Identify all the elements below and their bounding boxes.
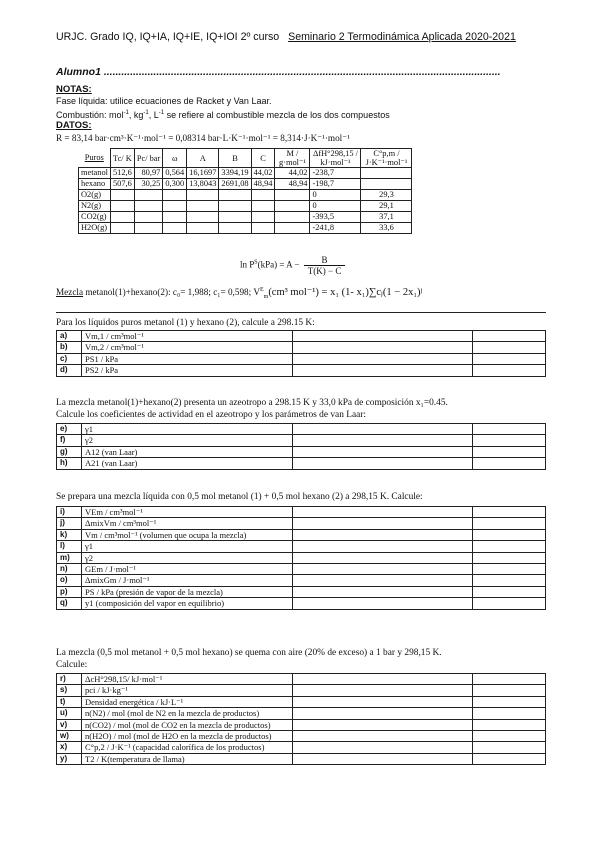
props-cell: [134, 190, 163, 201]
question-label: Vm,1 / cm³mol⁻¹: [82, 331, 293, 342]
props-cell: [134, 212, 163, 223]
props-header-cell: C: [251, 149, 275, 168]
props-cell: CO2(g): [79, 212, 111, 223]
props-cell: 507,6: [110, 179, 134, 190]
question-letter: b): [57, 342, 82, 353]
answer-cell[interactable]: [293, 365, 473, 376]
props-cell: 44,02: [275, 168, 310, 179]
answer-cell[interactable]: [293, 586, 473, 597]
props-cell: 0,300: [163, 179, 187, 190]
props-cell: 48,94: [251, 179, 275, 190]
props-cell: [163, 201, 187, 212]
answer-unit-cell[interactable]: [473, 529, 546, 540]
question-row: [57, 685, 546, 696]
question-label: y1 (composición del vapor en equilibrio): [82, 598, 293, 609]
answer-unit-cell[interactable]: [473, 575, 546, 586]
answer-cell[interactable]: [293, 541, 473, 552]
question-letter: e): [57, 424, 82, 435]
question-row: [57, 446, 546, 457]
sec4-intro2: Calcule:: [56, 660, 88, 670]
props-cell: 0: [310, 190, 361, 201]
props-header-cell: ΔfH°298,15 / kJ·mol⁻¹: [310, 149, 361, 168]
question-letter: l): [57, 541, 82, 552]
question-label: Vm / cm³mol⁻¹ (volumen que ocupa la mezcla): [82, 529, 293, 540]
mixture-line: Mezcla metanol(1)+hexano(2): c₀= 1,988; c₁= 0,598; $V^E_m(cm^3$ mol⁻¹) = x₁ (1- x₁)∑cⱼ(1 − 2x₁)ʲ: [56, 286, 423, 300]
answer-unit-cell[interactable]: [473, 674, 546, 685]
props-cell: [251, 223, 275, 234]
question-label: n(H2O) / mol (mol de H2O en la mezcla de productos): [82, 731, 293, 742]
answer-unit-cell[interactable]: [473, 685, 546, 696]
question-label: PS / kPa (presión de vapor de la mezcla): [82, 586, 293, 597]
props-row: [79, 190, 412, 201]
props-cell: 2691,08: [219, 179, 251, 190]
props-cell: 44,02: [251, 168, 275, 179]
answer-unit-cell[interactable]: [473, 424, 546, 435]
question-letter: g): [57, 446, 82, 457]
question-row: [57, 742, 546, 753]
props-cell: [251, 212, 275, 223]
props-row: [79, 223, 412, 234]
props-cell: 3394,19: [219, 168, 251, 179]
props-cell: [163, 223, 187, 234]
answer-cell[interactable]: [293, 753, 473, 764]
seminar-title: Seminario 2 Termodinámica Aplicada 2020-2021: [288, 31, 516, 43]
question-row: [57, 753, 546, 764]
answer-cell[interactable]: [293, 331, 473, 342]
answer-unit-cell[interactable]: [473, 696, 546, 707]
question-row: [57, 575, 546, 586]
answer-cell[interactable]: [293, 685, 473, 696]
props-header-cell: Puros: [84, 153, 104, 163]
answer-cell[interactable]: [293, 424, 473, 435]
properties-table: [78, 148, 412, 234]
question-row: [57, 342, 546, 353]
props-cell: -393,5: [310, 212, 361, 223]
question-row: [57, 365, 546, 376]
sec2-intro2: Calcule los coeficientes de actividad en el azeotropo y los parámetros de van Laar:: [56, 410, 367, 420]
props-row: [79, 179, 412, 190]
props-row: [79, 168, 412, 179]
props-row: [79, 201, 412, 212]
question-letter: t): [57, 696, 82, 707]
props-cell: [187, 201, 219, 212]
answer-cell[interactable]: [293, 342, 473, 353]
student-dots: ........................................................................................................................................: [103, 66, 501, 78]
answer-cell[interactable]: [293, 575, 473, 586]
answer-unit-cell[interactable]: [473, 564, 546, 575]
question-letter: i): [57, 507, 82, 518]
answer-unit-cell[interactable]: [473, 342, 546, 353]
question-letter: u): [57, 708, 82, 719]
question-letter: m): [57, 552, 82, 563]
props-header-cell: ω: [163, 149, 187, 168]
datos-title: DATOS:: [56, 120, 92, 131]
question-label: A12 (van Laar): [82, 446, 293, 457]
props-cell: hexano: [79, 179, 111, 190]
props-cell: [251, 201, 275, 212]
question-label: ΔmixVm / cm³mol⁻¹: [82, 518, 293, 529]
page-header: [56, 31, 516, 43]
props-header-cell: A: [187, 149, 219, 168]
props-cell: 0: [310, 201, 361, 212]
sec2-intro1: La mezcla metanol(1)+hexano(2) presenta un azeotropo a 298.15 K y 33,0 kPa de composición x₁=0.45.: [56, 398, 448, 408]
answer-cell[interactable]: [293, 518, 473, 529]
answer-cell[interactable]: [293, 674, 473, 685]
answer-cell[interactable]: [293, 708, 473, 719]
props-header-cell: Tc/ K: [110, 149, 134, 168]
answer-unit-cell[interactable]: [473, 446, 546, 457]
answer-unit-cell[interactable]: [473, 753, 546, 764]
props-cell: N2(g): [79, 201, 111, 212]
course-title: URJC. Grado IQ, IQ+IA, IQ+IE, IQ+IOI 2º curso: [56, 31, 280, 43]
sec3-intro: Se prepara una mezcla líquida con 0,5 mol metanol (1) + 0,5 mol hexano (2) a 298,15 K. Calcule:: [56, 492, 423, 502]
question-letter: h): [57, 458, 82, 469]
props-cell: -198,7: [310, 179, 361, 190]
antoine-equation: $\ln P^S(kPa) = A$ − $\frac{B}{T(K) - C}$: [240, 255, 345, 276]
props-cell: [251, 190, 275, 201]
question-letter: o): [57, 575, 82, 586]
question-row: [57, 353, 546, 364]
answer-cell[interactable]: [293, 598, 473, 609]
props-cell: 16,1697: [187, 168, 219, 179]
answer-unit-cell[interactable]: [473, 708, 546, 719]
question-letter: d): [57, 365, 82, 376]
question-label: ΔcH°298,15/ kJ·mol⁻¹: [82, 674, 293, 685]
answer-unit-cell[interactable]: [473, 742, 546, 753]
question-row: [57, 424, 546, 435]
answer-unit-cell[interactable]: [473, 435, 546, 446]
question-letter: w): [57, 731, 82, 742]
props-cell: [110, 223, 134, 234]
props-cell: 512,6: [110, 168, 134, 179]
question-label: pci / kJ·kg⁻¹: [82, 685, 293, 696]
question-label: GEm / J·mol⁻¹: [82, 564, 293, 575]
answer-unit-cell[interactable]: [473, 365, 546, 376]
question-row: [57, 586, 546, 597]
props-cell: [187, 190, 219, 201]
question-row: [57, 552, 546, 563]
props-header-cell: C°p,m / J·K⁻¹·mol⁻¹: [361, 149, 412, 168]
answer-cell[interactable]: [293, 731, 473, 742]
student-label: Alumno1: [56, 66, 101, 78]
props-cell: [110, 190, 134, 201]
answer-unit-cell[interactable]: [473, 353, 546, 364]
sec4-intro1: La mezcla (0,5 mol metanol + 0,5 mol hexano) se quema con aire (20% de exceso) a 1 bar y 298,15 K.: [56, 648, 442, 658]
notas-title: NOTAS:: [56, 84, 92, 95]
question-letter: j): [57, 518, 82, 529]
props-cell: 37,1: [361, 212, 412, 223]
question-row: [57, 541, 546, 552]
question-letter: q): [57, 598, 82, 609]
props-cell: O2(g): [79, 190, 111, 201]
sec1-table: [56, 330, 546, 377]
answer-cell[interactable]: [293, 552, 473, 563]
answer-unit-cell[interactable]: [473, 586, 546, 597]
props-cell: [110, 212, 134, 223]
props-cell: 30,25: [134, 179, 163, 190]
answer-cell[interactable]: [293, 435, 473, 446]
props-cell: [187, 223, 219, 234]
answer-cell[interactable]: [293, 742, 473, 753]
question-label: γ1: [82, 424, 293, 435]
question-row: [57, 674, 546, 685]
props-header-cell: M / g·mol⁻¹: [275, 149, 310, 168]
question-row: [57, 518, 546, 529]
answer-unit-cell[interactable]: [473, 518, 546, 529]
props-cell: [275, 190, 310, 201]
answer-unit-cell[interactable]: [473, 719, 546, 730]
props-cell: 48,94: [275, 179, 310, 190]
question-label: C°p,2 / J·K⁻¹ (capacidad calorífica de los productos): [82, 742, 293, 753]
props-cell: H2O(g): [79, 223, 111, 234]
answer-unit-cell[interactable]: [473, 458, 546, 469]
question-row: [57, 507, 546, 518]
question-label: n(CO2) / mol (mol de CO2 en la mezcla de productos): [82, 719, 293, 730]
question-letter: f): [57, 435, 82, 446]
answer-cell[interactable]: [293, 507, 473, 518]
question-label: PS2 / kPa: [82, 365, 293, 376]
answer-cell[interactable]: [293, 353, 473, 364]
answer-unit-cell[interactable]: [473, 598, 546, 609]
answer-cell[interactable]: [293, 696, 473, 707]
props-cell: [219, 212, 251, 223]
question-label: PS1 / kPa: [82, 353, 293, 364]
props-cell: 33,6: [361, 223, 412, 234]
answer-cell[interactable]: [293, 529, 473, 540]
props-cell: [163, 190, 187, 201]
sec3-table: [56, 506, 546, 610]
question-label: A21 (van Laar): [82, 458, 293, 469]
question-row: [57, 598, 546, 609]
answer-cell[interactable]: [293, 564, 473, 575]
props-cell: [275, 223, 310, 234]
answer-cell[interactable]: [293, 458, 473, 469]
question-label: γ2: [82, 552, 293, 563]
question-label: n(N2) / mol (mol de N2 en la mezcla de productos): [82, 708, 293, 719]
divider: [56, 312, 546, 313]
question-row: [57, 458, 546, 469]
answer-unit-cell[interactable]: [473, 331, 546, 342]
props-cell: 13,8043: [187, 179, 219, 190]
question-row: [57, 696, 546, 707]
question-label: Vm,2 / cm³mol⁻¹: [82, 342, 293, 353]
question-letter: v): [57, 719, 82, 730]
answer-unit-cell[interactable]: [473, 552, 546, 563]
student-name-line: [56, 66, 546, 78]
props-cell: [219, 190, 251, 201]
props-cell: [110, 201, 134, 212]
answer-cell[interactable]: [293, 719, 473, 730]
question-letter: x): [57, 742, 82, 753]
props-cell: [361, 168, 412, 179]
props-cell: [163, 212, 187, 223]
props-row: [79, 212, 412, 223]
question-letter: a): [57, 331, 82, 342]
question-label: VEm / cm³mol⁻¹: [82, 507, 293, 518]
sec4-table: [56, 673, 546, 765]
props-cell: [275, 212, 310, 223]
question-row: [57, 331, 546, 342]
props-cell: 80,97: [134, 168, 163, 179]
question-row: [57, 564, 546, 575]
props-cell: -238,7: [310, 168, 361, 179]
props-cell: 29,3: [361, 190, 412, 201]
props-cell: metanol: [79, 168, 111, 179]
question-letter: y): [57, 753, 82, 764]
props-header-cell: B: [219, 149, 251, 168]
question-letter: n): [57, 564, 82, 575]
question-row: [57, 529, 546, 540]
question-label: γ1: [82, 541, 293, 552]
question-letter: c): [57, 353, 82, 364]
question-letter: k): [57, 529, 82, 540]
answer-unit-cell[interactable]: [473, 541, 546, 552]
question-row: [57, 719, 546, 730]
props-cell: [275, 201, 310, 212]
notas-line1: Fase líquida: utilice ecuaciones de Racket y Van Laar.: [56, 96, 272, 106]
props-cell: -241,8: [310, 223, 361, 234]
answer-unit-cell[interactable]: [473, 507, 546, 518]
gas-constant-line: R = 83,14 bar·cm³·K⁻¹·mol⁻¹ = 0,08314 bar·L·K⁻¹·mol⁻¹ = 8,314·J·K⁻¹·mol⁻¹: [56, 133, 350, 143]
question-label: Densidad energética / kJ·L⁻¹: [82, 696, 293, 707]
question-letter: p): [57, 586, 82, 597]
sec1-intro: Para los líquidos puros metanol (1) y hexano (2), calcule a 298.15 K:: [56, 318, 315, 328]
answer-unit-cell[interactable]: [473, 731, 546, 742]
props-cell: 0,564: [163, 168, 187, 179]
question-row: [57, 731, 546, 742]
question-letter: s): [57, 685, 82, 696]
question-label: T2 / K(temperatura de llama): [82, 753, 293, 764]
answer-cell[interactable]: [293, 446, 473, 457]
props-cell: [187, 212, 219, 223]
question-letter: r): [57, 674, 82, 685]
question-label: ΔmixGm / J·mol⁻¹: [82, 575, 293, 586]
props-cell: 29,1: [361, 201, 412, 212]
question-row: [57, 435, 546, 446]
sec2-table: [56, 423, 546, 470]
props-cell: [361, 179, 412, 190]
props-cell: [219, 201, 251, 212]
props-header-cell: Pc/ bar: [134, 149, 163, 168]
props-cell: [134, 223, 163, 234]
question-label: γ2: [82, 435, 293, 446]
notas-line2: Combustión: mol$^{-1}$, $kg^{-1}$, $L^{-1}$ se refiere al combustible mezcla de los dos compuestos: [56, 110, 390, 120]
question-row: [57, 708, 546, 719]
props-cell: [134, 201, 163, 212]
props-cell: [219, 223, 251, 234]
